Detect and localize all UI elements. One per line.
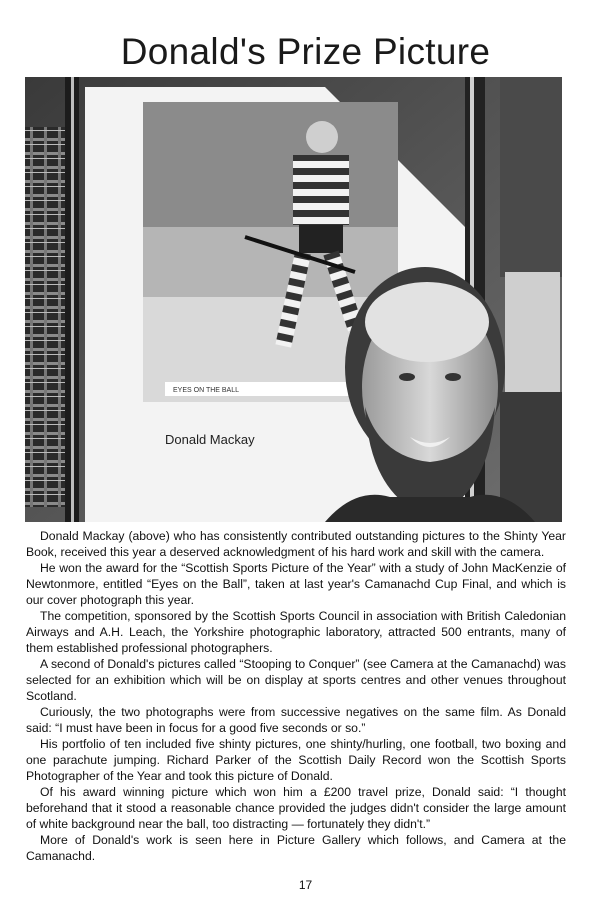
paragraph: A second of Donald's pictures called “Stooping to Conquer” (see Camera at the Camanachd) was selected for an exhibition which will be on display at sports centres and other venues throughout Scotland. <box>26 657 566 703</box>
page-number: 17 <box>298 878 313 892</box>
prize-photograph <box>25 77 562 522</box>
paragraph: More of Donald's work is seen here in Picture Gallery which follows, and Camera at the Camanachd. <box>26 833 566 863</box>
tartan-curtain <box>25 127 65 507</box>
paragraph: He won the award for the “Scottish Sports Picture of the Year” with a study of John MacKenzie of Newtonmore, entitled “Eyes on the Ball”, taken at last year's Camanachd Cup Final, and which is our cover photograph this year. <box>26 561 566 607</box>
paragraph: Of his award winning picture which won him a £200 travel prize, Donald said: “I thought beforehand that it stood a reasonable chance provided the judges didn't consider the large amount of white background near the ball, too distracting — fortunately they didn't.” <box>26 785 566 831</box>
paragraph: Donald Mackay (above) who has consistently contributed outstanding pictures to the Shinty Year Book, received this year a deserved acknowledgment of his hard work and skill with the camera. <box>26 529 566 559</box>
paragraph: The competition, sponsored by the Scottish Sports Council in association with British Caledonian Airways and A.H. Leach, the Yorkshire photographic laboratory, attracted 500 entrants, many of them established professional photographers. <box>26 609 566 655</box>
article-body <box>26 528 566 864</box>
photo-illustration <box>25 77 562 522</box>
inset-print-label: EYES ON THE BALL <box>173 387 240 394</box>
page-title: Donald's Prize Picture <box>120 31 491 72</box>
photo-caption: Donald Mackay <box>165 432 255 447</box>
paragraph: Curiously, the two photographs were from successive negatives on the same film. As Donald said: “I must have been in focus for a good five seconds or so.” <box>26 705 566 735</box>
paragraph: His portfolio of ten included five shinty pictures, one shinty/hurling, one football, two boxing and one parachute jumping. Richard Parker of the Scottish Daily Record won the Scottish Sports Photographer of the Year and took this picture of Donald. <box>26 737 566 783</box>
